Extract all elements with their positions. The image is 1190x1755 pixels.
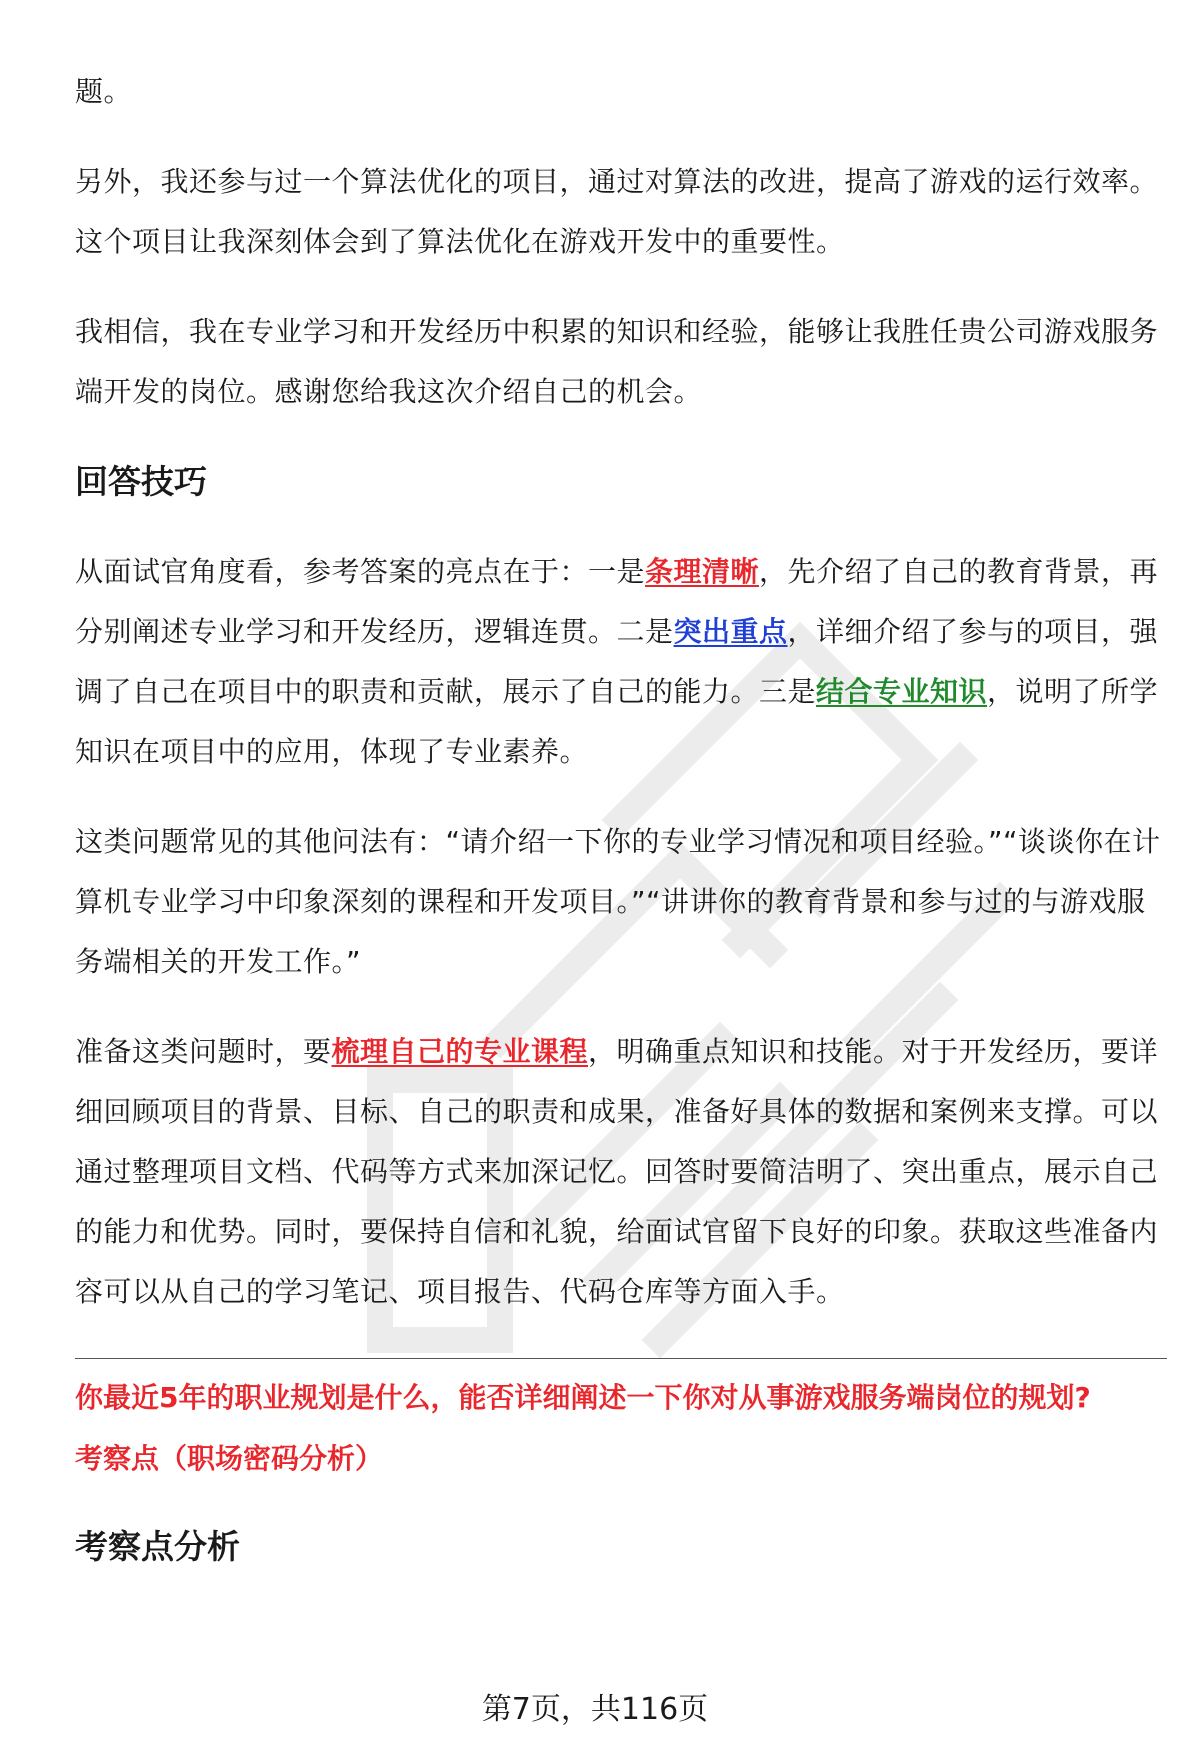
section-heading-assessment-analysis: 考察点分析 xyxy=(75,1527,240,1566)
highlight-review-courses: 梳理自己的专业课程 xyxy=(331,1035,589,1068)
highlight-clear-structure: 条理清晰 xyxy=(645,555,760,588)
paragraph-fragment: 题。 xyxy=(75,75,133,108)
paragraph-preparation: 准备这类问题时，要梳理自己的专业课程，明确重点知识和技能。对于开发经历，要详细回顾项目的背景、目标、自己的职责和成果，准备好具体的数据和案例来支撑。可以通过整理项目文档、代码等方式来加深记忆。回答时要简洁明了、突出重点，展示自己的能力和优势。同时，要保持自信和礼貌，给面试官留下良好的印象。获取这些准备内容可以从自己的学习笔记、项目报告、代码仓库等方面入手。 xyxy=(75,1035,1159,1308)
page-number-footer: 第7页，共116页 xyxy=(481,1692,709,1727)
highlight-key-points: 突出重点 xyxy=(673,615,788,648)
paragraph-algorithm-project: 另外，我还参与过一个算法优化的项目，通过对算法的改进，提高了游戏的运行效率。这个项目让我深刻体会到了算法优化在游戏开发中的重要性。 xyxy=(75,165,1159,258)
section-heading-answer-tips: 回答技巧 xyxy=(75,462,207,501)
next-question-title: 你最近5年的职业规划是什么，能否详细阐述一下你对从事游戏服务端岗位的规划? xyxy=(75,1381,1091,1414)
paragraph-highlights: 从面试官角度看，参考答案的亮点在于：一是条理清晰，先介绍了自己的教育背景，再分别阐述专业学习和开发经历，逻辑连贯。二是突出重点，详细介绍了参与的项目，强调了自己在项目中的职责和贡献，展示了自己的能力。三是结合专业知识，说明了所学知识在项目中的应用，体现了专业素养。 xyxy=(75,555,1159,768)
section-divider xyxy=(75,1358,1167,1359)
document-content xyxy=(75,62,1165,1577)
paragraph-closing: 我相信，我在专业学习和开发经历中积累的知识和经验，能够让我胜任贵公司游戏服务端开发的岗位。感谢您给我这次介绍自己的机会。 xyxy=(75,315,1159,408)
highlight-professional-knowledge: 结合专业知识 xyxy=(816,675,988,708)
paragraph-alternative-questions: 这类问题常见的其他问法有：“请介绍一下你的专业学习情况和项目经验。”“谈谈你在计算机专业学习中印象深刻的课程和开发项目。”“讲讲你的教育背景和参与过的与游戏服务端相关的开发工作。” xyxy=(75,825,1161,978)
assessment-point-label: 考察点（职场密码分析） xyxy=(75,1442,384,1475)
